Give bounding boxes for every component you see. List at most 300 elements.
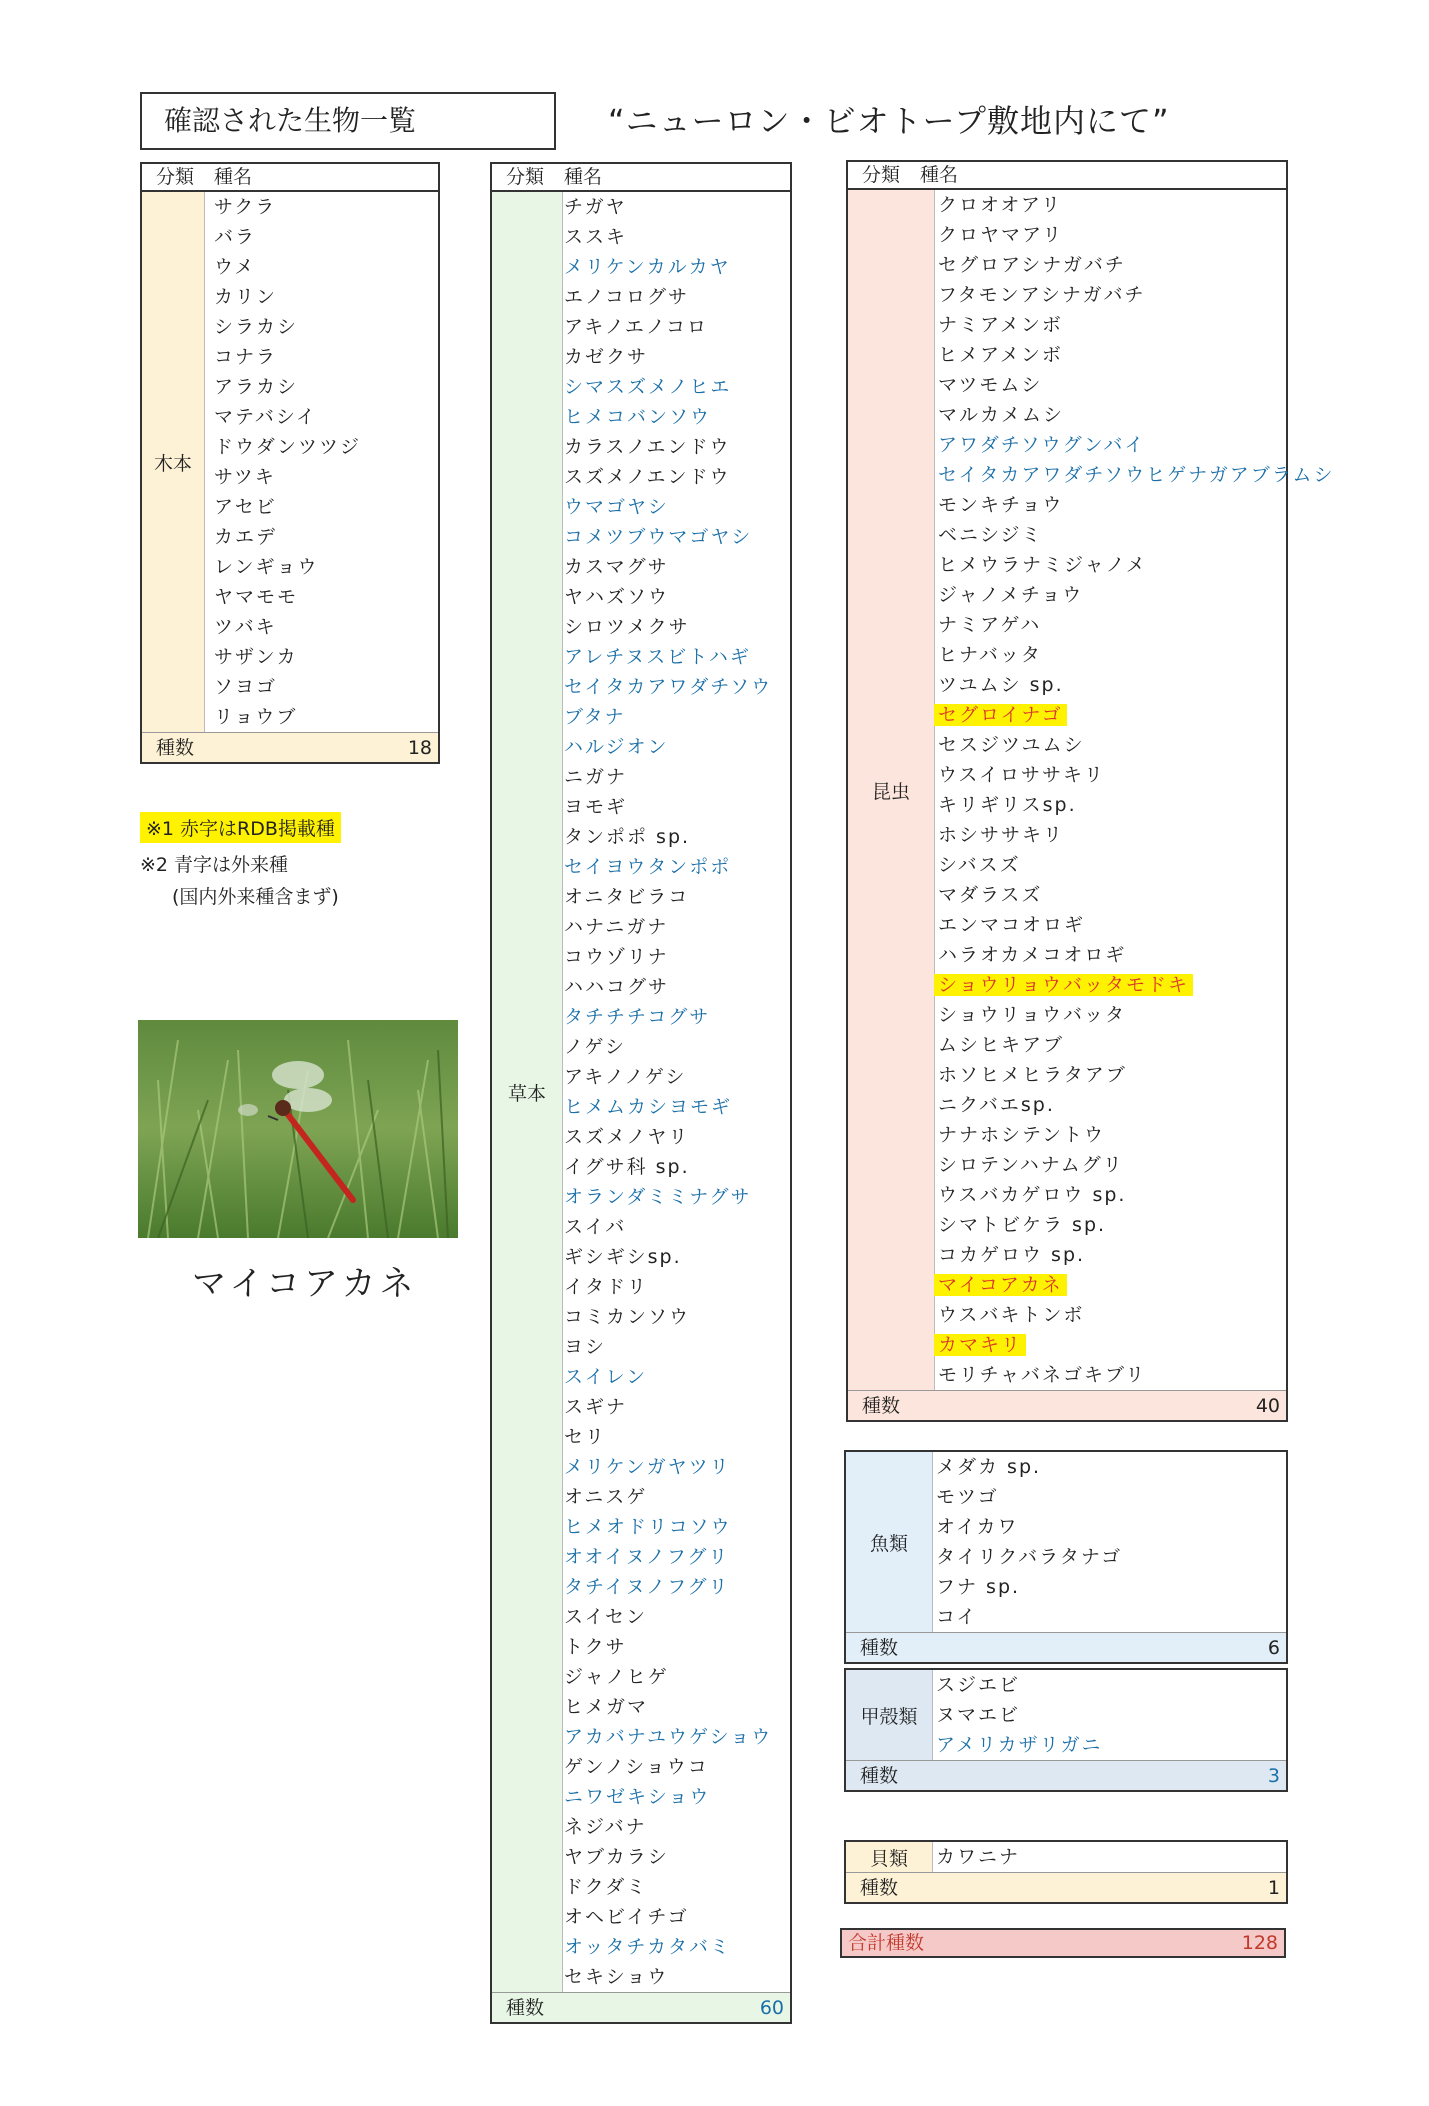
species-name: ショウリョウバッタモドキ [934, 974, 1193, 996]
species-name: ヌマエビ [936, 1704, 1021, 1726]
species-name: リョウブ [214, 706, 298, 728]
species-name: モリチャバネゴキブリ [938, 1364, 1147, 1386]
species-name: シマトビケラ sp. [938, 1214, 1107, 1236]
species-name: ムシヒキアブ [938, 1034, 1065, 1056]
species-row [938, 310, 1335, 340]
species-name: ハナニガナ [564, 916, 669, 938]
species-row [938, 940, 1335, 970]
species-name: ニクバエsp. [938, 1094, 1055, 1116]
species-name: ブタナ [564, 706, 626, 728]
species-name: オッタチカタバミ [564, 1936, 731, 1958]
species-row [214, 372, 361, 402]
species-name: シラカシ [214, 316, 299, 338]
species-row [938, 910, 1335, 940]
species-row [938, 220, 1335, 250]
species-name: ヒメウラナミジャノメ [938, 554, 1147, 576]
species-row [564, 762, 772, 792]
species-row [564, 1152, 772, 1182]
species-name: オイカワ [936, 1516, 1019, 1538]
species-row [938, 520, 1335, 550]
species-name: ニワゼキショウ [564, 1786, 711, 1808]
species-name: アセビ [214, 496, 277, 518]
species-row [564, 822, 772, 852]
species-name: メダカ sp. [936, 1456, 1042, 1478]
species-row [938, 400, 1335, 430]
table-body [492, 192, 790, 1992]
species-row [564, 1032, 772, 1062]
species-row [564, 402, 772, 432]
species-row [938, 790, 1335, 820]
species-name: フナ sp. [936, 1576, 1021, 1598]
count-label: 種数 [860, 1765, 899, 1787]
species-name: マツモムシ [938, 374, 1043, 396]
species-row [564, 1872, 772, 1902]
species-row [938, 730, 1335, 760]
species-name: キリギリスsp. [938, 794, 1077, 816]
species-name: ナナホシテントウ [938, 1124, 1106, 1146]
species-name: アカバナユウゲショウ [564, 1726, 773, 1748]
col-species-header: 種名 [564, 166, 603, 188]
species-row [564, 1242, 772, 1272]
note-alien-sub: (国内外来種含まず) [172, 886, 339, 908]
species-row [564, 282, 772, 312]
species-row [564, 342, 772, 372]
species-row [564, 642, 772, 672]
species-name: ネジバナ [564, 1816, 647, 1838]
species-name: セグロイナゴ [934, 704, 1067, 726]
species-row [564, 612, 772, 642]
species-row [936, 1700, 1102, 1730]
species-name: スズメノヤリ [564, 1126, 690, 1148]
species-row [938, 1300, 1335, 1330]
species-name: ハハコグサ [564, 976, 670, 998]
count-label: 種数 [860, 1637, 899, 1659]
species-row [564, 462, 772, 492]
species-row [214, 312, 361, 342]
count-label: 種数 [506, 1997, 545, 2019]
species-row [564, 252, 772, 282]
species-name: ウスバカゲロウ sp. [938, 1184, 1127, 1206]
species-name: エノコログサ [564, 286, 690, 308]
species-row [214, 402, 361, 432]
list-title-box [140, 92, 556, 150]
table-header [492, 164, 790, 192]
species-row [564, 1572, 772, 1602]
species-row [564, 702, 772, 732]
species-row [938, 1330, 1335, 1360]
species-row [564, 432, 772, 462]
species-name: セイタカアワダチソウ [564, 676, 773, 698]
category-cell: 木本 [142, 192, 205, 732]
species-name: シロテンハナムグリ [938, 1154, 1124, 1176]
count-row [848, 1390, 1286, 1420]
species-row [938, 760, 1335, 790]
species-name: セイタカアワダチソウヒゲナガアブラムシ [938, 464, 1335, 486]
species-name: メリケンガヤツリ [564, 1456, 731, 1478]
species-name: オニスゲ [564, 1486, 648, 1508]
species-name: ヒナバッタ [938, 644, 1042, 666]
species-name: フタモンアシナガバチ [938, 284, 1146, 306]
species-row [938, 1030, 1335, 1060]
species-row [214, 432, 361, 462]
species-row [564, 972, 772, 1002]
species-row [564, 582, 772, 612]
species-name: ジャノメチョウ [938, 584, 1084, 606]
species-row [936, 1842, 1020, 1872]
species-row [564, 222, 772, 252]
species-row [564, 1392, 772, 1422]
species-name: オオイヌノフグリ [564, 1546, 730, 1568]
species-name: アワダチソウグンバイ [938, 434, 1146, 456]
species-name: ノゲシ [564, 1036, 627, 1058]
species-name: コカゲロウ sp. [938, 1244, 1086, 1266]
species-row [564, 1752, 772, 1782]
species-name: レンギョウ [214, 556, 319, 578]
species-name: クロオオアリ [938, 194, 1063, 216]
species-row [936, 1602, 1122, 1632]
species-name: ソヨゴ [214, 676, 278, 698]
species-name: ホシササキリ [938, 824, 1065, 846]
species-row [564, 1962, 772, 1992]
dragonfly-image [138, 1020, 458, 1238]
species-name: コウゾリナ [564, 946, 669, 968]
species-row [938, 700, 1335, 730]
species-name: カリン [214, 286, 278, 308]
species-name: ハラオカメコオロギ [938, 944, 1127, 966]
species-name: メリケンカルカヤ [564, 256, 731, 278]
species-name: スイバ [564, 1216, 627, 1238]
species-row [214, 612, 361, 642]
species-row [564, 942, 772, 972]
species-name: カマキリ [934, 1334, 1026, 1356]
table-body [846, 1842, 1286, 1872]
species-name: オヘビイチゴ [564, 1906, 689, 1928]
table-body [846, 1670, 1286, 1760]
species-row [938, 820, 1335, 850]
species-name: タンポポ sp. [564, 826, 691, 848]
species-row [564, 882, 772, 912]
species-name: アラカシ [214, 376, 299, 398]
species-row [564, 912, 772, 942]
count-row [142, 732, 438, 762]
species-name: セスジツユムシ [938, 734, 1085, 756]
species-name: ウメ [214, 256, 256, 278]
species-row [564, 1842, 772, 1872]
species-name: ナミアメンボ [938, 314, 1063, 336]
species-row [564, 1662, 772, 1692]
species-row [938, 880, 1335, 910]
note-alien: ※2 青字は外来種 [140, 854, 289, 876]
species-row [564, 522, 772, 552]
species-name: マテバシイ [214, 406, 317, 428]
species-name: イタドリ [564, 1276, 649, 1298]
species-row [938, 460, 1335, 490]
species-row [936, 1482, 1122, 1512]
table-body [846, 1452, 1286, 1632]
species-row [564, 1482, 772, 1512]
category-cell: 甲殻類 [846, 1670, 933, 1760]
species-row [938, 610, 1335, 640]
species-row [564, 1002, 772, 1032]
table-header [142, 164, 438, 192]
species-name: コイ [936, 1606, 978, 1628]
dragonfly-photo [138, 1020, 458, 1238]
category-cell: 草本 [492, 192, 563, 1992]
count-label: 種数 [860, 1877, 899, 1899]
species-name: ギシギシsp. [564, 1246, 682, 1268]
species-name: タイリクバラタナゴ [936, 1546, 1123, 1568]
table-crustacean [844, 1668, 1288, 1792]
species-row [564, 1122, 772, 1152]
species-row [936, 1730, 1102, 1760]
species-name: コナラ [214, 346, 278, 368]
species-name: ドウダンツツジ [214, 436, 362, 458]
species-row [938, 430, 1335, 460]
species-row [564, 852, 772, 882]
species-name: ゲンノショウコ [564, 1756, 709, 1778]
species-name: スイセン [564, 1606, 648, 1628]
species-row [564, 1692, 772, 1722]
species-row [564, 1812, 772, 1842]
species-name: ヒメガマ [564, 1696, 649, 1718]
species-name: スジエビ [936, 1674, 1021, 1696]
species-name: ハルジオン [564, 736, 669, 758]
species-name: ヒメアメンボ [938, 344, 1063, 366]
count-value: 1 [1267, 1877, 1280, 1899]
species-row [214, 702, 361, 732]
species-row [564, 1062, 772, 1092]
species-row [214, 342, 361, 372]
species-row [938, 1360, 1335, 1390]
species-row [938, 550, 1335, 580]
species-row [564, 732, 772, 762]
page-subtitle: “ニューロン・ビオトープ敷地内にて” [608, 102, 1170, 140]
species-row [938, 490, 1335, 520]
species-name: チガヤ [564, 196, 627, 218]
count-value: 40 [1255, 1395, 1280, 1417]
species-row [214, 492, 361, 522]
species-name: コメツブウマゴヤシ [564, 526, 753, 548]
species-row [214, 552, 361, 582]
species-row [564, 1722, 772, 1752]
species-row [564, 1512, 772, 1542]
species-row [938, 190, 1335, 220]
species-name: ショウリョウバッタ [938, 1004, 1127, 1026]
note-rdb: ※1 赤字はRDB掲載種 [140, 812, 341, 843]
species-row [938, 1150, 1335, 1180]
species-name: コミカンソウ [564, 1306, 691, 1328]
species-row [938, 640, 1335, 670]
count-label: 種数 [156, 737, 195, 759]
species-row [938, 1240, 1335, 1270]
species-row [938, 1180, 1335, 1210]
species-name: マイコアカネ [934, 1274, 1067, 1296]
species-name: イグサ科 sp. [564, 1156, 690, 1178]
count-value: 60 [759, 1997, 784, 2019]
species-name: マダラスズ [938, 884, 1043, 906]
species-name: トクサ [564, 1636, 627, 1658]
species-name: ススキ [564, 226, 628, 248]
col-species-header: 種名 [920, 164, 959, 186]
count-row [846, 1632, 1286, 1662]
species-name: マルカメムシ [938, 404, 1065, 426]
species-row [214, 582, 361, 612]
list-title: 確認された生物一覧 [164, 104, 417, 137]
species-row [564, 1362, 772, 1392]
species-name: ベニシジミ [938, 524, 1043, 546]
species-name: ジャノヒゲ [564, 1666, 669, 1688]
species-name: セキショウ [564, 1966, 669, 1988]
species-row [938, 970, 1335, 1000]
species-name: アキノエノコロ [564, 316, 708, 338]
col-category-header: 分類 [506, 166, 545, 188]
species-row [214, 192, 361, 222]
species-name: モンキチョウ [938, 494, 1064, 516]
species-name: サクラ [214, 196, 277, 218]
table-fish [844, 1450, 1288, 1664]
species-row [938, 580, 1335, 610]
species-row [564, 312, 772, 342]
table-body [142, 192, 438, 732]
species-row [938, 1000, 1335, 1030]
table-shellfish [844, 1840, 1288, 1904]
species-row [936, 1452, 1122, 1482]
species-name: クロヤマアリ [938, 224, 1064, 246]
species-name: セイヨウタンポポ [564, 856, 732, 878]
species-row [564, 1542, 772, 1572]
species-row [564, 1422, 772, 1452]
species-row [564, 1332, 772, 1362]
species-name: エンマコオロギ [938, 914, 1086, 936]
species-row [564, 552, 772, 582]
col-category-header: 分類 [862, 164, 901, 186]
species-row [936, 1670, 1102, 1700]
species-row [938, 850, 1335, 880]
species-name: バラ [214, 226, 257, 248]
species-name: セリ [564, 1426, 607, 1448]
species-row [564, 1602, 772, 1632]
species-row [564, 1632, 772, 1662]
species-name: セグロアシナガバチ [938, 254, 1126, 276]
species-row [564, 192, 772, 222]
species-name: ヨシ [564, 1336, 607, 1358]
count-row [492, 1992, 790, 2022]
species-name: ウスイロササキリ [938, 764, 1106, 786]
species-row [938, 340, 1335, 370]
species-row [936, 1542, 1122, 1572]
col-category-header: 分類 [156, 166, 195, 188]
species-name: ナミアゲハ [938, 614, 1042, 636]
species-row [564, 672, 772, 702]
count-value: 6 [1267, 1637, 1280, 1659]
species-row [214, 642, 361, 672]
species-name: タチイヌノフグリ [564, 1576, 730, 1598]
table-body [848, 190, 1335, 1390]
species-row [214, 282, 361, 312]
species-row [938, 1120, 1335, 1150]
species-row [938, 250, 1335, 280]
species-name: ウマゴヤシ [564, 496, 669, 518]
species-name: シバスズ [938, 854, 1021, 876]
species-name: モツゴ [936, 1486, 999, 1508]
table-header [848, 162, 1286, 190]
species-name: カゼクサ [564, 346, 649, 368]
species-name: ヒメコバンソウ [564, 406, 712, 428]
species-row [564, 1932, 772, 1962]
species-name: スギナ [564, 1396, 628, 1418]
table-herb [490, 162, 792, 2024]
species-name: ニガナ [564, 766, 628, 788]
species-name: オランダミミナグサ [564, 1186, 752, 1208]
species-name: アレチヌスビトハギ [564, 646, 751, 668]
species-name: ツユムシ sp. [938, 674, 1064, 696]
species-row [938, 280, 1335, 310]
species-row [936, 1572, 1122, 1602]
species-name: ドクダミ [564, 1876, 648, 1898]
species-row [938, 670, 1335, 700]
table-tree [140, 162, 440, 764]
species-row [564, 1782, 772, 1812]
species-name: ヤマモモ [214, 586, 299, 608]
species-name: シロツメクサ [564, 616, 690, 638]
species-name: カラスノエンドウ [564, 436, 731, 458]
total-species-bar [840, 1928, 1286, 1958]
total-value: 128 [1241, 1932, 1278, 1954]
species-row [564, 1902, 772, 1932]
species-name: アメリカザリガニ [936, 1734, 1103, 1756]
species-row [564, 1452, 772, 1482]
count-row [846, 1872, 1286, 1902]
species-name: ヒメオドリコソウ [564, 1516, 732, 1538]
species-row [214, 522, 361, 552]
species-name: ヤブカラシ [564, 1846, 669, 1868]
species-row [214, 672, 361, 702]
species-row [214, 252, 361, 282]
species-name: ホソヒメヒラタアブ [938, 1064, 1127, 1086]
species-row [936, 1512, 1122, 1542]
species-name: サザンカ [214, 646, 298, 668]
category-cell: 昆虫 [848, 190, 935, 1390]
species-row [564, 1302, 772, 1332]
species-name: サツキ [214, 466, 276, 488]
species-row [938, 1090, 1335, 1120]
total-label: 合計種数 [848, 1932, 925, 1954]
category-cell: 魚類 [846, 1452, 933, 1632]
species-row [214, 462, 361, 492]
species-row [564, 492, 772, 522]
species-name: シマスズメノヒエ [564, 376, 732, 398]
species-row [938, 1270, 1335, 1300]
count-label: 種数 [862, 1395, 901, 1417]
species-name: ヒメムカシヨモギ [564, 1096, 733, 1118]
species-row [564, 1182, 772, 1212]
species-row [564, 372, 772, 402]
species-name: カワニナ [936, 1846, 1021, 1868]
species-name: ヨモギ [564, 796, 628, 818]
species-row [214, 222, 361, 252]
species-name: カエデ [214, 526, 278, 548]
species-row [938, 1060, 1335, 1090]
species-name: スズメノエンドウ [564, 466, 731, 488]
photo-caption: マイコアカネ [192, 1264, 418, 1304]
species-row [564, 1092, 772, 1122]
species-name: スイレン [564, 1366, 648, 1388]
species-name: ツバキ [214, 616, 277, 638]
count-value: 3 [1267, 1765, 1280, 1787]
species-name: タチチチコグサ [564, 1006, 711, 1028]
species-row [938, 1210, 1335, 1240]
category-cell: 貝類 [846, 1842, 933, 1872]
